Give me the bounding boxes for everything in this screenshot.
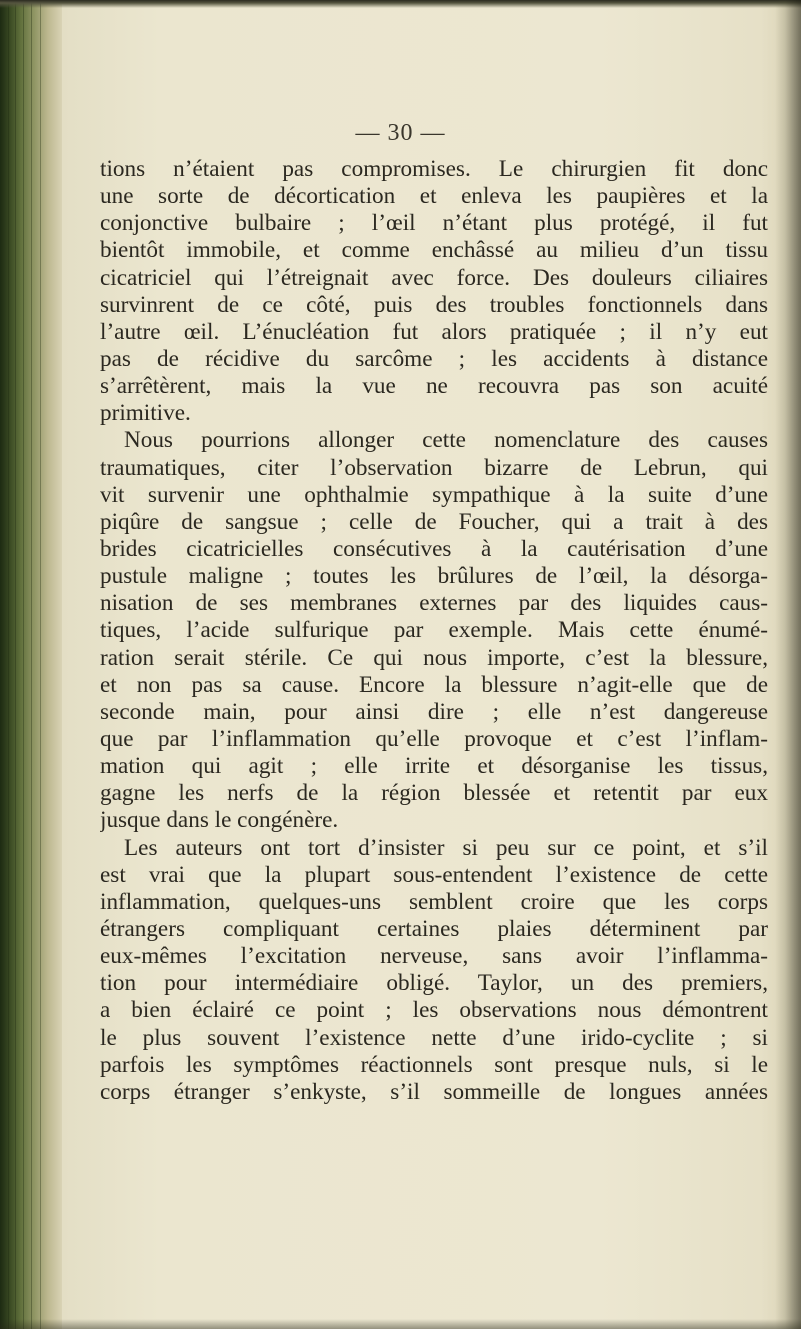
page-number: — 30 —	[355, 120, 446, 146]
text-line: ration serait stérile. Ce qui nous importe, c’est la blessure,	[100, 644, 768, 671]
bottom-edge	[0, 1319, 801, 1329]
text-line: brides cicatricielles consécutives à la cautérisation d’une	[100, 535, 768, 562]
text-line: l’autre œil. L’énucléation fut alors pratiquée ; il n’y eut	[100, 318, 768, 345]
text-line: pas de récidive du sarcôme ; les accidents à distance	[100, 345, 768, 372]
top-edge	[0, 0, 801, 8]
text-line: le plus souvent l’existence nette d’une irido-cyclite ; si	[100, 1024, 768, 1051]
text-line: piqûre de sangsue ; celle de Foucher, qui a trait à des	[100, 508, 768, 535]
text-line: traumatiques, citer l’observation bizarre de Lebrun, qui	[100, 454, 768, 481]
text-line: parfois les symptômes réactionnels sont presque nuls, si le	[100, 1051, 768, 1078]
text-line: vit survenir une ophthalmie sympathique à la suite d’une	[100, 481, 768, 508]
text-line: tion pour intermédiaire obligé. Taylor, un des premiers,	[100, 970, 768, 997]
text-line: et non pas sa cause. Encore la blessure n’agit-elle que de	[100, 671, 768, 698]
text-line: tions n’étaient pas compromises. Le chirurgien fit donc	[100, 156, 768, 182]
text-line: cicatriciel qui l’étreignait avec force. Des douleurs ciliaires	[100, 264, 768, 291]
text-line: a bien éclairé ce point ; les observations nous démontrent	[100, 997, 768, 1024]
text-line: conjonctive bulbaire ; l’œil n’étant plus protégé, il fut	[100, 210, 768, 237]
text-line: survinrent de ce côté, puis des troubles fonctionnels dans	[100, 291, 768, 318]
text-line: s’arrêtèrent, mais la vue ne recouvra pas son acuité	[100, 373, 768, 400]
text-line: jusque dans le congénère.	[100, 807, 339, 834]
text-line: une sorte de décortication et enleva les paupières et la	[100, 183, 768, 210]
text-line: pustule maligne ; toutes les brûlures de l’œil, la désorga-	[100, 563, 768, 590]
paragraph-start-line: Les auteurs ont tort d’insister si peu sur ce point, et s’il	[124, 834, 768, 861]
text-line: tiques, l’acide sulfurique par exemple. Mais cette énumé-	[100, 617, 768, 644]
right-edge	[775, 0, 801, 1329]
paragraph-start-line: Nous pourrions allonger cette nomenclature des causes	[124, 427, 768, 454]
text-line: est vrai que la plupart sous-entendent l’existence de cette	[100, 861, 768, 888]
text-line: seconde main, pour ainsi dire ; elle n’est dangereuse	[100, 698, 768, 725]
text-line: gagne les nerfs de la région blessée et retentit par eux	[100, 780, 768, 807]
binding-gutter	[0, 0, 62, 1329]
text-line: étrangers compliquant certaines plaies déterminent par	[100, 915, 768, 942]
text-line: corps étranger s’enkyste, s’il sommeille de longues années	[100, 1078, 768, 1105]
text-line: primitive.	[100, 400, 191, 427]
text-line: inflammation, quelques-uns semblent croire que les corps	[100, 888, 768, 915]
text-line: bientôt immobile, et comme enchâssé au milieu d’un tissu	[100, 237, 768, 264]
text-line: mation qui agit ; elle irrite et désorganise les tissus,	[100, 753, 768, 780]
text-line: nisation de ses membranes externes par des liquides caus-	[100, 590, 768, 617]
text-line: que par l’inflammation qu’elle provoque et c’est l’inflam-	[100, 725, 768, 752]
body-text	[100, 156, 768, 1106]
text-line: eux-mêmes l’excitation nerveuse, sans avoir l’inflamma-	[100, 943, 768, 970]
